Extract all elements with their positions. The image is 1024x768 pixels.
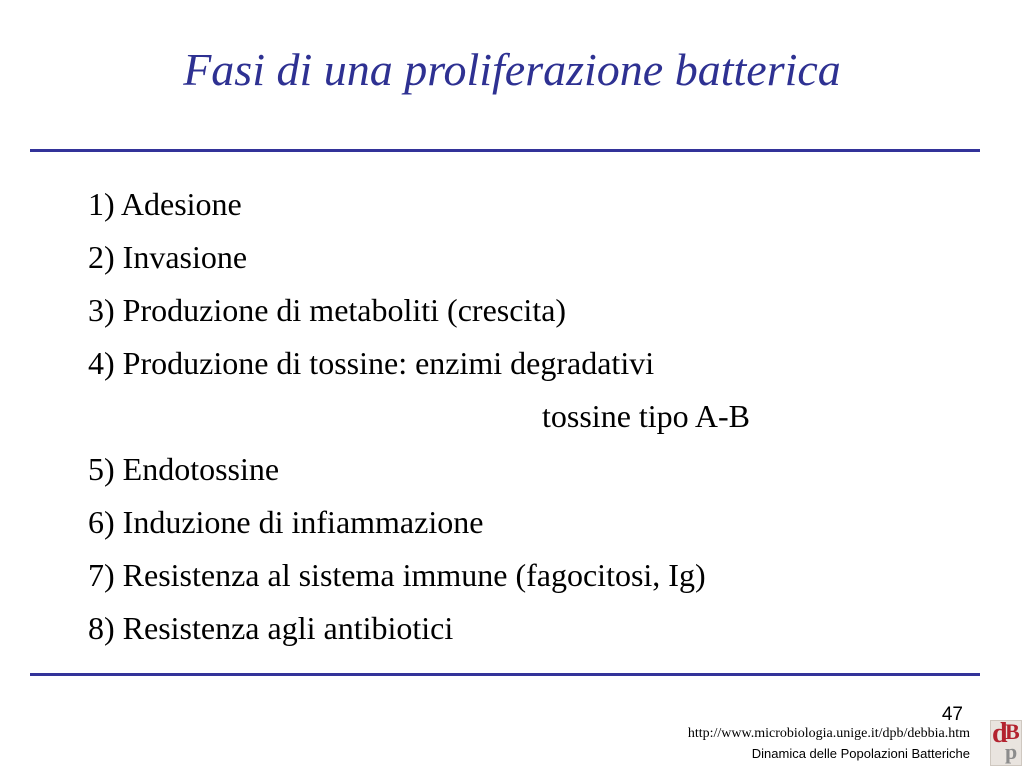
dpb-logo-icon: d B p bbox=[990, 720, 1022, 766]
list-item: 7) Resistenza al sistema immune (fagocitosi, Ig) bbox=[88, 557, 706, 593]
bottom-divider bbox=[30, 673, 980, 676]
phase-list bbox=[88, 178, 988, 655]
list-item: 6) Induzione di infiammazione bbox=[88, 504, 484, 540]
list-item: 5) Endotossine bbox=[88, 451, 280, 487]
list-item: 2) Invasione bbox=[88, 239, 248, 275]
page-number: 47 bbox=[941, 704, 963, 725]
list-item: 8) Resistenza agli antibiotici bbox=[88, 610, 454, 646]
footer-url[interactable]: http://www.microbiologia.unige.it/dpb/debbia.htm bbox=[687, 726, 970, 741]
list-item: 3) Produzione di metaboliti (crescita) bbox=[88, 292, 567, 328]
footer-caption: Dinamica delle Popolazioni Batteriche bbox=[751, 746, 970, 761]
slide-title: Fasi di una proliferazione batterica bbox=[183, 44, 841, 95]
list-item-continuation: tossine tipo A-B bbox=[542, 398, 751, 434]
top-divider bbox=[30, 149, 980, 152]
list-item: 4) Produzione di tossine: enzimi degradativi bbox=[88, 345, 655, 381]
list-item: 1) Adesione bbox=[88, 186, 242, 222]
